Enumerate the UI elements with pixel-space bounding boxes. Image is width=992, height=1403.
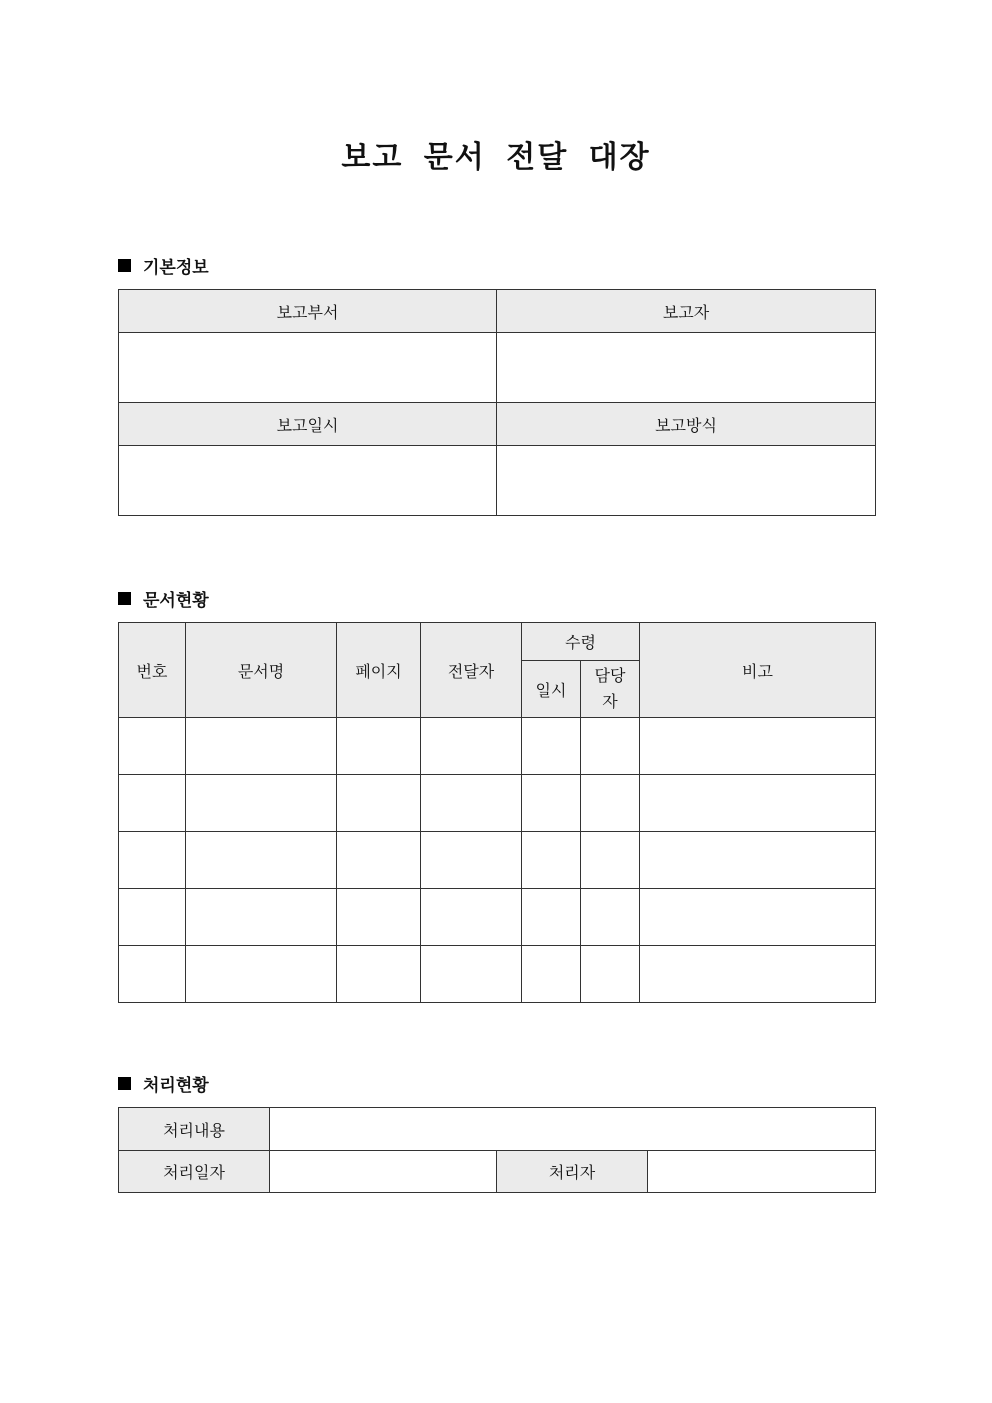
page-cell[interactable] bbox=[337, 889, 421, 946]
square-bullet-icon bbox=[118, 259, 131, 272]
doc-name-cell[interactable] bbox=[186, 946, 337, 1003]
section-basic-info bbox=[118, 253, 209, 277]
page-cell[interactable] bbox=[337, 775, 421, 832]
section-title: 기본정보 bbox=[143, 257, 209, 278]
report-datetime-header: 보고일시 bbox=[119, 403, 497, 446]
basic-info-table bbox=[118, 289, 876, 516]
process-date-cell[interactable] bbox=[270, 1151, 497, 1193]
note-header: 비고 bbox=[640, 623, 876, 718]
section-title: 처리현황 bbox=[143, 1075, 209, 1096]
receipt-datetime-cell[interactable] bbox=[522, 832, 581, 889]
process-content-header: 처리내용 bbox=[119, 1108, 270, 1151]
page-cell[interactable] bbox=[337, 946, 421, 1003]
table-row bbox=[119, 718, 876, 775]
receipt-person-cell[interactable] bbox=[581, 889, 640, 946]
receipt-datetime-cell[interactable] bbox=[522, 718, 581, 775]
receipt-header: 수령 bbox=[522, 623, 640, 661]
no-cell[interactable] bbox=[119, 718, 186, 775]
handler-header: 처리자 bbox=[497, 1151, 648, 1193]
page-header: 페이지 bbox=[337, 623, 421, 718]
doc-status-rows bbox=[119, 718, 876, 1003]
receipt-person-cell[interactable] bbox=[581, 718, 640, 775]
report-method-header: 보고방식 bbox=[497, 403, 876, 446]
receipt-person-cell[interactable] bbox=[581, 832, 640, 889]
receipt-person-cell[interactable] bbox=[581, 775, 640, 832]
section-title: 문서현황 bbox=[143, 590, 209, 611]
note-cell[interactable] bbox=[640, 832, 876, 889]
no-cell[interactable] bbox=[119, 889, 186, 946]
reporter-cell[interactable] bbox=[497, 333, 876, 403]
no-cell[interactable] bbox=[119, 832, 186, 889]
sender-header: 전달자 bbox=[421, 623, 522, 718]
note-cell[interactable] bbox=[640, 718, 876, 775]
report-method-cell[interactable] bbox=[497, 446, 876, 516]
no-cell[interactable] bbox=[119, 946, 186, 1003]
sender-cell[interactable] bbox=[421, 832, 522, 889]
process-content-cell[interactable] bbox=[270, 1108, 876, 1151]
square-bullet-icon bbox=[118, 1077, 131, 1090]
note-cell[interactable] bbox=[640, 775, 876, 832]
receipt-datetime-cell[interactable] bbox=[522, 889, 581, 946]
sender-cell[interactable] bbox=[421, 775, 522, 832]
receipt-datetime-cell[interactable] bbox=[522, 775, 581, 832]
doc-name-cell[interactable] bbox=[186, 889, 337, 946]
receipt-datetime-cell[interactable] bbox=[522, 946, 581, 1003]
reporter-header: 보고자 bbox=[497, 290, 876, 333]
table-row bbox=[119, 832, 876, 889]
section-doc-status bbox=[118, 586, 209, 610]
processing-table bbox=[118, 1107, 876, 1193]
receipt-person-cell[interactable] bbox=[581, 946, 640, 1003]
table-row bbox=[119, 775, 876, 832]
no-cell[interactable] bbox=[119, 775, 186, 832]
note-cell[interactable] bbox=[640, 946, 876, 1003]
receipt-datetime-header: 일시 bbox=[522, 661, 581, 718]
sender-cell[interactable] bbox=[421, 946, 522, 1003]
doc-name-header: 문서명 bbox=[186, 623, 337, 718]
process-date-header: 처리일자 bbox=[119, 1151, 270, 1193]
page-cell[interactable] bbox=[337, 718, 421, 775]
square-bullet-icon bbox=[118, 592, 131, 605]
doc-name-cell[interactable] bbox=[186, 775, 337, 832]
no-header: 번호 bbox=[119, 623, 186, 718]
sender-cell[interactable] bbox=[421, 889, 522, 946]
table-row bbox=[119, 889, 876, 946]
page-cell[interactable] bbox=[337, 832, 421, 889]
doc-name-cell[interactable] bbox=[186, 832, 337, 889]
page-title: 보고 문서 전달 대장 bbox=[341, 140, 651, 175]
section-processing bbox=[118, 1071, 209, 1095]
receipt-person-header: 담당 자 bbox=[581, 661, 640, 718]
report-dept-header: 보고부서 bbox=[119, 290, 497, 333]
handler-cell[interactable] bbox=[648, 1151, 876, 1193]
sender-cell[interactable] bbox=[421, 718, 522, 775]
note-cell[interactable] bbox=[640, 889, 876, 946]
doc-status-table bbox=[118, 622, 876, 1003]
report-dept-cell[interactable] bbox=[119, 333, 497, 403]
doc-name-cell[interactable] bbox=[186, 718, 337, 775]
report-datetime-cell[interactable] bbox=[119, 446, 497, 516]
table-row bbox=[119, 946, 876, 1003]
